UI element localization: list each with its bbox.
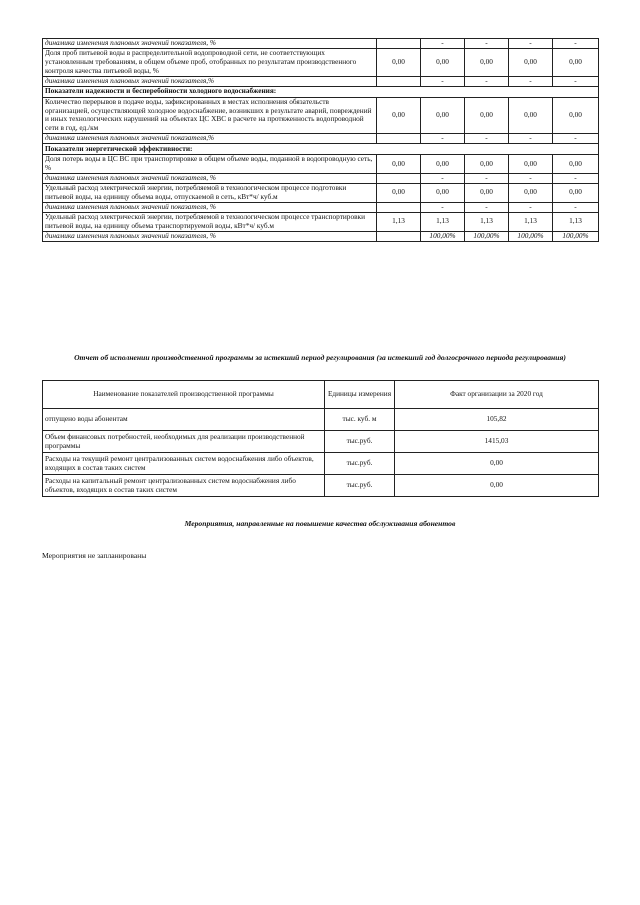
value-cell: - (421, 202, 465, 212)
row-value: 105,82 (395, 409, 599, 431)
value-cell (377, 231, 421, 241)
value-cell: 100,00% (509, 231, 553, 241)
section-title: Показатели энергетической эффективности: (43, 144, 599, 155)
value-cell: 0,00 (553, 155, 599, 174)
value-cell: 0,00 (509, 184, 553, 203)
value-cell: - (421, 76, 465, 86)
value-cell: - (421, 39, 465, 49)
indicator-name: Доля потерь воды в ЦС ВС при транспортировке в общем объеме воды, поданной в водопроводную сеть, % (43, 155, 377, 174)
value-cell: 1,13 (377, 212, 421, 231)
dynamics-label: динамика изменения плановых значений показателя,% (43, 76, 377, 86)
report-table (42, 380, 599, 497)
report-title: Отчет об исполнении производственной программы за истекший период регулирования (за истекший год долгосрочного периода регулирования) (74, 353, 566, 362)
section-row (43, 144, 599, 155)
value-cell: 1,13 (553, 212, 599, 231)
value-cell: 0,00 (421, 97, 465, 134)
value-cell: - (465, 202, 509, 212)
value-cell: 0,00 (377, 97, 421, 134)
measures-text: Мероприятия не запланированы (42, 551, 147, 560)
indicator-name: Удельный расход электрической энергии, потребляемой в технологическом процессе подготовки питьевой воды, на единицу объема воды, отпускаемой в сеть, кВт*ч/ куб.м (43, 184, 377, 203)
value-cell: - (465, 39, 509, 49)
report-row (43, 475, 599, 497)
value-cell: 0,00 (465, 155, 509, 174)
header-fact: Факт организации за 2020 год (395, 381, 599, 409)
indicators-table (42, 38, 599, 242)
row-value: 0,00 (395, 453, 599, 475)
row-value: 0,00 (395, 475, 599, 497)
value-cell: 0,00 (421, 49, 465, 77)
dynamics-label: динамика изменения плановых значений показателя, % (43, 231, 377, 241)
value-cell: - (465, 134, 509, 144)
indicator-name: Количество перерывов в подаче воды, зафиксированных в местах исполнения обязательств организацией, осуществляющей холодное водоснабжение, возникших в результате аварий, повреждений и иных технологических нарушений на объектах ЦС ХВС в расчете на протяженность водопроводной сети в год, ед./км (43, 97, 377, 134)
report-row (43, 409, 599, 431)
value-cell: 0,00 (465, 49, 509, 77)
value-cell: 0,00 (509, 155, 553, 174)
indicator-row (43, 184, 599, 203)
value-cell: - (465, 76, 509, 86)
value-cell: 0,00 (465, 97, 509, 134)
value-cell: 0,00 (553, 49, 599, 77)
indicator-row (43, 49, 599, 77)
value-cell: 1,13 (509, 212, 553, 231)
row-name: отпущено воды абонентам (43, 409, 325, 431)
value-cell: 1,13 (421, 212, 465, 231)
value-cell: - (509, 134, 553, 144)
row-name: Расходы на капитальный ремонт централизованных систем водоснабжения либо объектов, входящих в состав таких систем (43, 475, 325, 497)
dynamics-label: динамика изменения плановых значений показателя, % (43, 39, 377, 49)
value-cell: - (553, 76, 599, 86)
value-cell: 100,00% (553, 231, 599, 241)
report-row (43, 453, 599, 475)
value-cell: - (553, 174, 599, 184)
row-unit: тыс.руб. (325, 475, 395, 497)
dynamics-row (43, 202, 599, 212)
value-cell: - (421, 174, 465, 184)
dynamics-row (43, 76, 599, 86)
value-cell: 100,00% (465, 231, 509, 241)
indicator-name: Доля проб питьевой воды в распределительной водопроводной сети, не соответствующих установленным требованиям, в общем объеме проб, отобранных по результатам производственного контроля качества питьевой воды, % (43, 49, 377, 77)
value-cell: - (509, 76, 553, 86)
row-name: Расходы на текущий ремонт централизованных систем водоснабжения либо объектов, входящих в состав таких систем (43, 453, 325, 475)
row-name: Объем финансовых потребностей, необходимых для реализации производственной программы (43, 431, 325, 453)
indicator-row (43, 97, 599, 134)
dynamics-row (43, 134, 599, 144)
indicator-row (43, 212, 599, 231)
header-name: Наименование показателей производственной программы (43, 381, 325, 409)
value-cell: - (509, 39, 553, 49)
value-cell (377, 39, 421, 49)
section-row (43, 86, 599, 97)
value-cell: - (553, 202, 599, 212)
value-cell: 1,13 (465, 212, 509, 231)
dynamics-label: динамика изменения плановых значений показателя, % (43, 202, 377, 212)
value-cell: 100,00% (421, 231, 465, 241)
header-unit: Единицы измерения (325, 381, 395, 409)
value-cell: 0,00 (377, 184, 421, 203)
indicator-name: Удельный расход электрической энергии, потребляемой в технологическом процессе транспортировки питьевой воды, на единицу объема транспортируемой воды, кВт*ч/ куб.м (43, 212, 377, 231)
value-cell: - (553, 134, 599, 144)
dynamics-row (43, 174, 599, 184)
value-cell (377, 76, 421, 86)
dynamics-label: динамика изменения плановых значений показателя, % (43, 174, 377, 184)
value-cell: - (465, 174, 509, 184)
value-cell: - (553, 39, 599, 49)
value-cell: 0,00 (421, 184, 465, 203)
dynamics-label: динамика изменения плановых значений показателя,% (43, 134, 377, 144)
value-cell: 0,00 (553, 97, 599, 134)
measures-title: Мероприятия, направленные на повышение качества обслуживания абонентов (184, 519, 456, 528)
value-cell: - (509, 174, 553, 184)
row-unit: тыс. куб. м (325, 409, 395, 431)
value-cell (377, 174, 421, 184)
report-row (43, 431, 599, 453)
value-cell: 0,00 (553, 184, 599, 203)
row-unit: тыс.руб. (325, 431, 395, 453)
value-cell (377, 134, 421, 144)
value-cell: 0,00 (377, 49, 421, 77)
row-unit: тыс.руб. (325, 453, 395, 475)
indicator-row (43, 155, 599, 174)
report-header-row (43, 381, 599, 409)
value-cell: 0,00 (421, 155, 465, 174)
value-cell: 0,00 (509, 97, 553, 134)
value-cell (377, 202, 421, 212)
section-title: Показатели надежности и бесперебойности холодного водоснабжения: (43, 86, 599, 97)
value-cell: - (509, 202, 553, 212)
value-cell: 0,00 (509, 49, 553, 77)
value-cell: 0,00 (465, 184, 509, 203)
dynamics-row (43, 39, 599, 49)
row-value: 1415,03 (395, 431, 599, 453)
dynamics-row (43, 231, 599, 241)
value-cell: - (421, 134, 465, 144)
value-cell: 0,00 (377, 155, 421, 174)
